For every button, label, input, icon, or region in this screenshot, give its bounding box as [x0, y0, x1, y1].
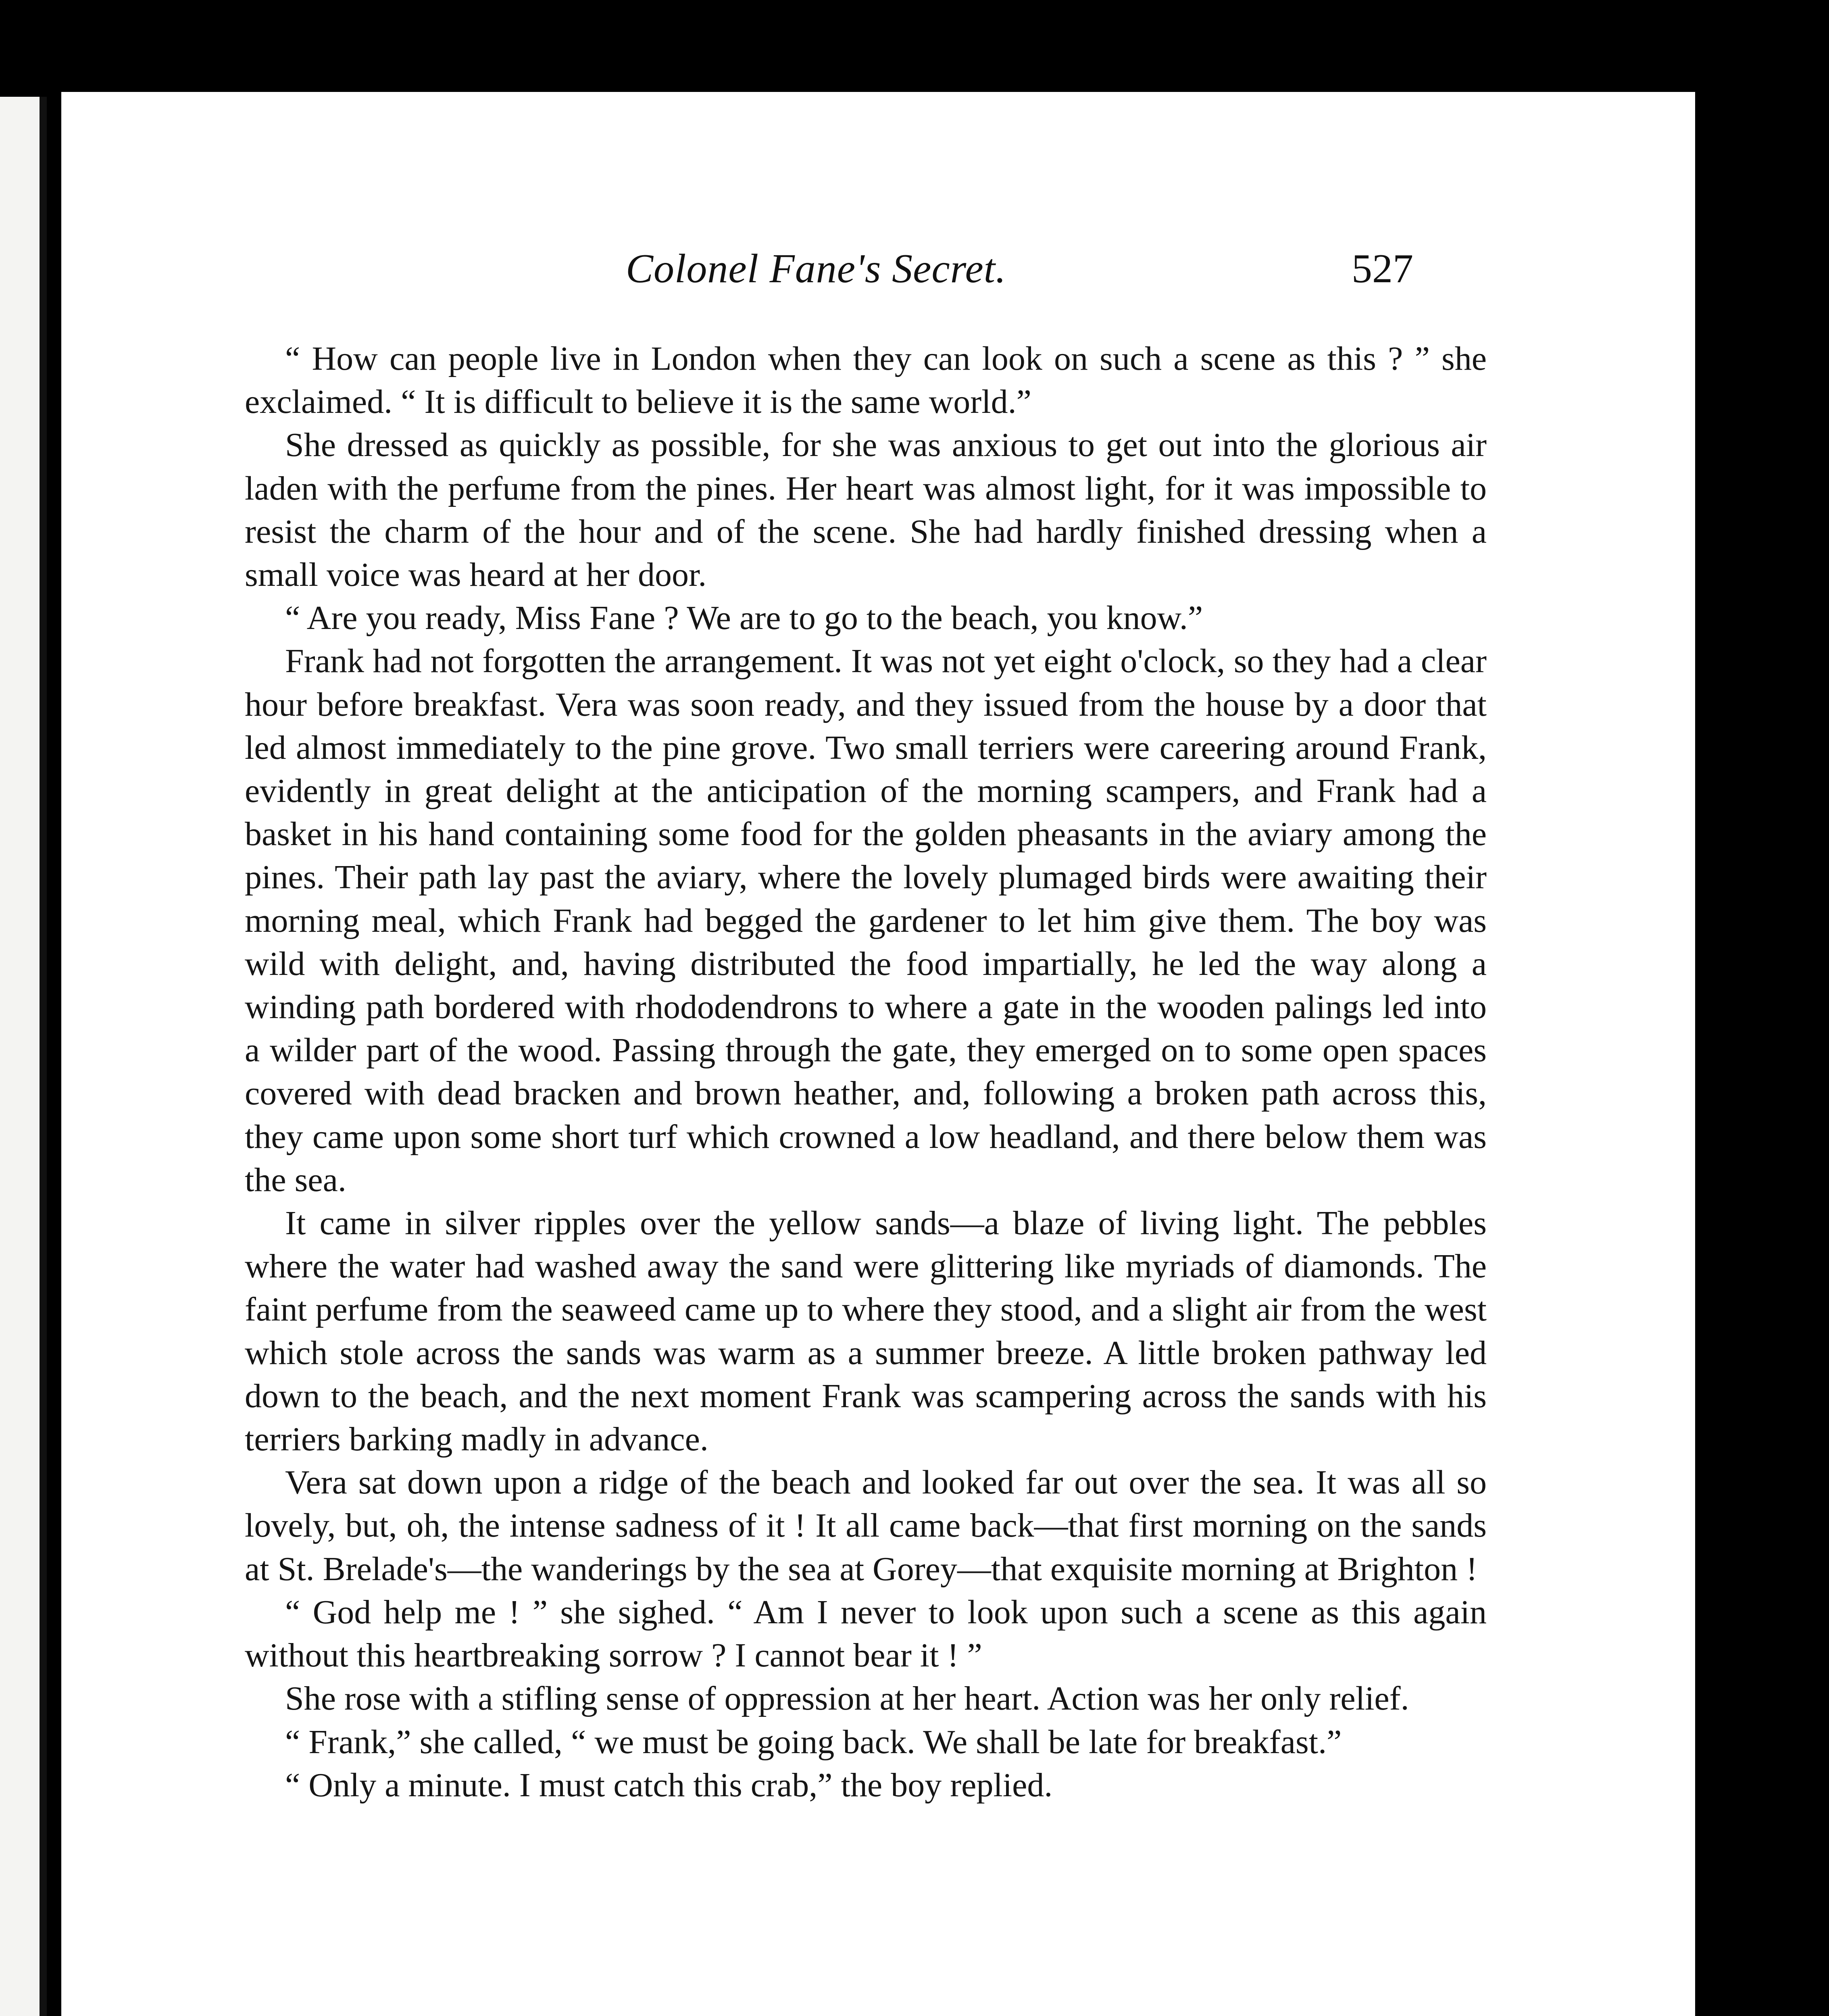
paragraph-3: “ Are you ready, Miss Fane ? We are to go to the beach, you know.” — [285, 599, 1203, 637]
page-number: 527 — [1352, 246, 1413, 292]
paragraph-10: “ Only a minute. I must catch this crab,” the boy replied. — [285, 1766, 1053, 1804]
body-text — [245, 337, 1487, 1807]
paragraph-4: Frank had not forgotten the arrangement. It was not yet eight o'clock, so they had a clear hour before breakfast. Vera was soon ready, and they issued from the house by a door that led almost immediately to the pine grove. Two small terriers were careering around Frank, evidently in great delight at the anticipation of the morning scampers, and Frank had a basket in his hand containing some food for the golden pheasants in the aviary among the pines. Their path lay past the aviary, where the lovely plumaged birds were awaiting their morning meal, which Frank had begged the gardener to let him give them. The boy was wild with delight, and, having distributed the food impartially, he led the way along a winding path bordered with rhododendrons to where a gate in the wooden palings led into a wilder part of the wood. Passing through the gate, they emerged on to some open spaces covered with dead bracken and brown heather, and, following a broken path across this, they came upon some short turf which crowned a low headland, and there below them was the sea. — [245, 642, 1487, 1199]
paragraph-9: “ Frank,” she called, “ we must be going back. We shall be late for breakfast.” — [285, 1723, 1342, 1761]
paragraph-2: She dressed as quickly as possible, for she was anxious to get out into the glorious air laden with the perfume from the pines. Her heart was almost light, for it was impossible to resist the charm of the hour and of the scene. She had hardly finished dressing when a small voice was heard at her door. — [245, 426, 1487, 594]
paragraph-8: She rose with a stifling sense of oppression at her heart. Action was her only relief. — [285, 1680, 1409, 1718]
paragraph-6: Vera sat down upon a ridge of the beach and looked far out over the sea. It was all so lovely, but, oh, the intense sadness of it ! It all came back—that first morning on the sands at St. Brelade's—the wanderings by the sea at Gorey—that exquisite morning at Brighton ! — [245, 1464, 1487, 1588]
book-page — [61, 92, 1695, 2016]
paragraph-5: It came in silver ripples over the yellow sands—a blaze of living light. The pebbles where the water had washed away the sand were glittering like myriads of diamonds. The faint perfume from the seaweed came up to where they stood, and a slight air from the west which stole across the sands was warm as a summer breeze. A little broken pathway led down to the beach, and the next moment Frank was scampering across the sands with his terriers barking madly in advance. — [245, 1204, 1487, 1458]
paragraph-7: “ God help me ! ” she sighed. “ Am I never to look upon such a scene as this again without this heartbreaking sorrow ? I cannot bear it ! ” — [245, 1593, 1487, 1674]
running-title: Colonel Fane's Secret. — [626, 246, 1006, 292]
paragraph-1: “ How can people live in London when they can look on such a scene as this ? ” she exclaimed. “ It is difficult to believe it is the same world.” — [245, 340, 1487, 421]
adjacent-page-edge — [0, 97, 44, 2016]
